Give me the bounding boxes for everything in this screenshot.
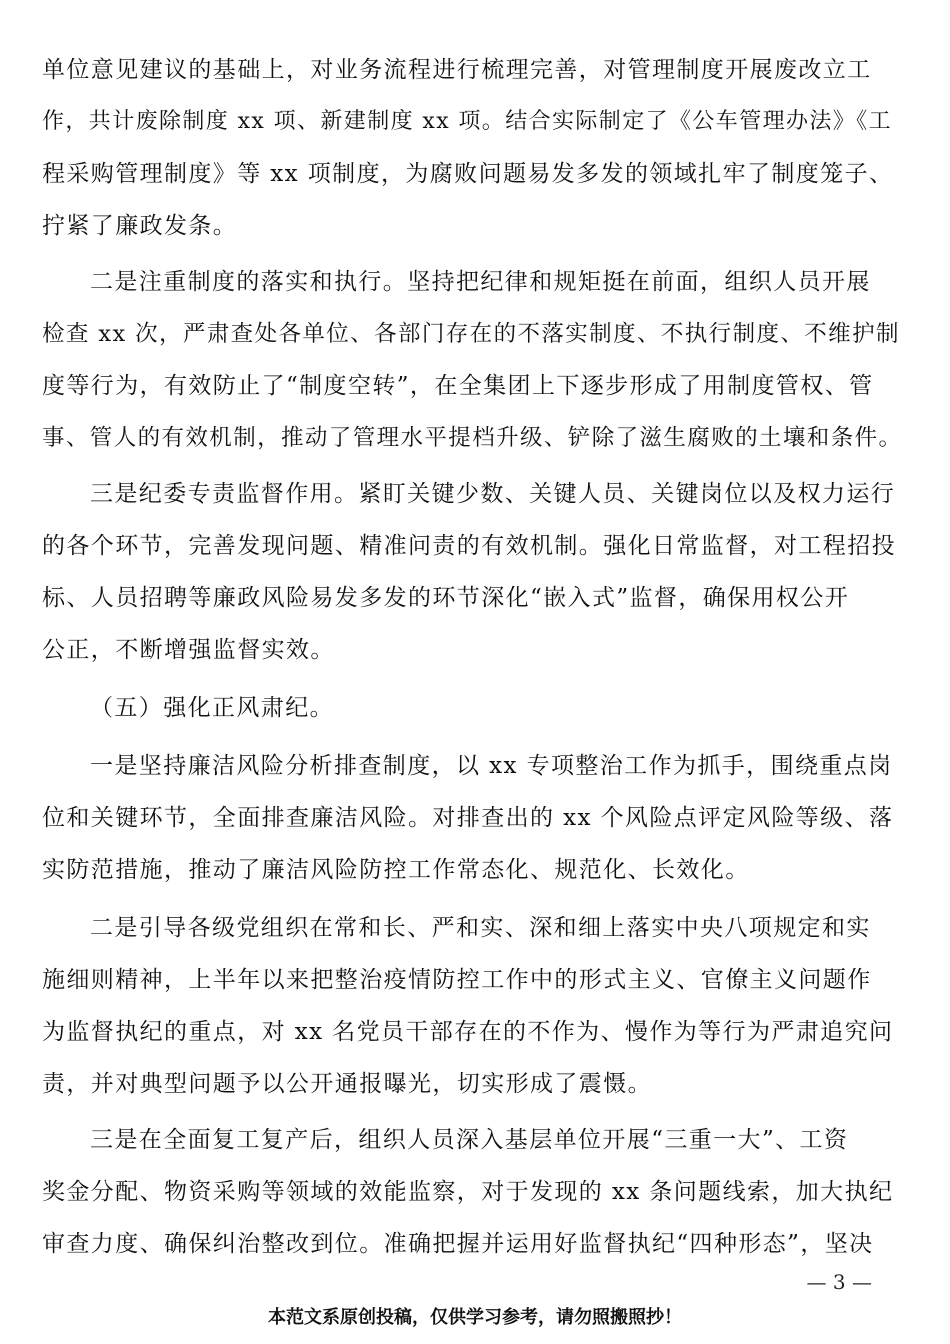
- text-line: 事、管人的有效机制，推动了管理水平提档升级、铲除了滋生腐败的土壤和条件。: [42, 425, 903, 451]
- text-line: 施细则精神，上半年以来把整治疫情防控工作中的形式主义、官僚主义问题作: [42, 967, 872, 993]
- text-line: 为监督执纪的重点，对 xx 名党员干部存在的不作为、慢作为等行为严肃追究问: [42, 1019, 894, 1045]
- text-line: 二是注重制度的落实和执行。坚持把纪律和规矩挺在前面，组织人员开展: [90, 269, 871, 295]
- text-line: 三是纪委专责监督作用。紧盯关键少数、关键人员、关键岗位以及权力运行: [90, 481, 896, 507]
- text-line: 公正，不断增强监督实效。: [42, 637, 335, 663]
- text-line: 的各个环节，完善发现问题、精准问责的有效机制。强化日常监督，对工程招投: [42, 533, 896, 559]
- text-line: 拧紧了廉政发条。: [42, 213, 238, 239]
- text-line: 作，共计废除制度 xx 项、新建制度 xx 项。结合实际制定了《公车管理办法》《工: [42, 109, 893, 134]
- footer-disclaimer: 本范文系原创投稿，仅供学习参考，请勿照搬照抄！: [268, 1307, 682, 1328]
- section-heading: （五）强化正风肃纪。: [90, 695, 334, 721]
- text-line: 审查力度、确保纠治整改到位。准确把握并运用好监督执纪“四种形态”，坚决: [42, 1231, 874, 1257]
- text-line: 单位意见建议的基础上，对业务流程进行梳理完善，对管理制度开展废改立工: [42, 57, 872, 83]
- text-line: 度等行为，有效防止了“制度空转”，在全集团上下逐步形成了用制度管权、管: [42, 373, 874, 399]
- text-line: 标、人员招聘等廉政风险易发多发的环节深化“嵌入式”监督，确保用权公开: [42, 585, 850, 611]
- text-line: 责，并对典型问题予以公开通报曝光，切实形成了震慑。: [42, 1071, 652, 1097]
- text-line: 二是引导各级党组织在常和长、严和实、深和细上落实中央八项规定和实: [90, 915, 871, 941]
- text-line: 检查 xx 次，严肃查处各单位、各部门存在的不落实制度、不执行制度、不维护制: [42, 321, 900, 347]
- text-line: 一是坚持廉洁风险分析排查制度，以 xx 专项整治工作为抓手，围绕重点岗: [90, 753, 893, 779]
- text-line: 三是在全面复工复产后，组织人员深入基层单位开展“三重一大”、工资: [90, 1127, 849, 1153]
- text-line: 位和关键环节，全面排查廉洁风险。对排查出的 xx 个风险点评定风险等级、落: [42, 805, 894, 831]
- text-line: 程采购管理制度》等 xx 项制度，为腐败问题易发多发的领域扎牢了制度笼子、: [42, 161, 894, 187]
- page-number: — 3 —: [806, 1270, 872, 1294]
- text-line: 奖金分配、物资采购等领域的效能监察，对于发现的 xx 条问题线索，加大执纪: [42, 1179, 894, 1205]
- text-line: 实防范措施，推动了廉洁风险防控工作常态化、规范化、长效化。: [42, 857, 750, 883]
